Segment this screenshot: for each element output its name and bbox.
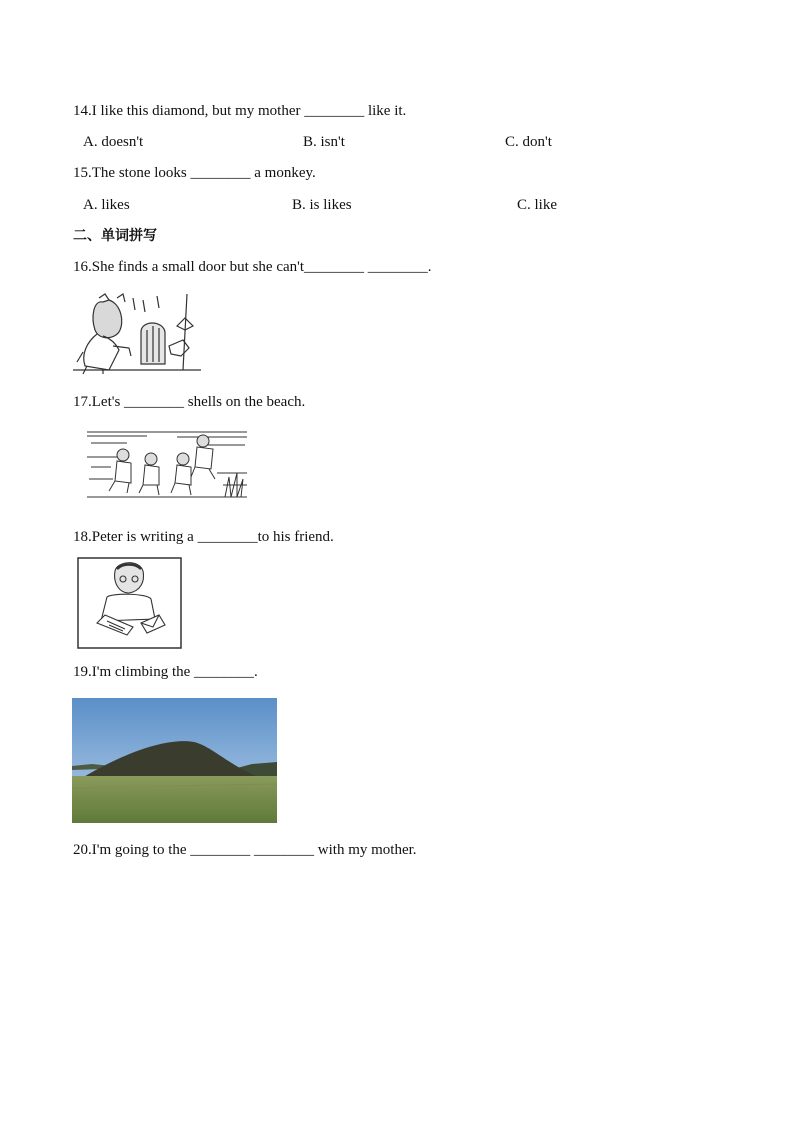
q14-option-b: B. isn't <box>303 134 345 150</box>
section-heading: 二、单词拼写 <box>73 228 157 244</box>
question-15: 15.The stone looks ________ a monkey. <box>73 165 316 181</box>
q14-option-c: C. don't <box>505 134 552 150</box>
q15-option-c: C. like <box>517 197 557 213</box>
question-16: 16.She finds a small door but she can't________ ________. <box>73 259 432 275</box>
question-19: 19.I'm climbing the ________. <box>73 664 258 680</box>
question-20: 20.I'm going to the ________ ________ with my mother. <box>73 842 417 858</box>
children-on-beach-illustration <box>87 427 247 499</box>
girl-at-small-door-illustration <box>73 290 203 375</box>
hill-photo <box>72 698 277 823</box>
question-18: 18.Peter is writing a ________to his friend. <box>73 529 334 545</box>
question-14: 14.I like this diamond, but my mother ________ like it. <box>73 103 407 119</box>
boy-writing-letter-illustration <box>77 557 182 649</box>
q15-option-b: B. is likes <box>292 197 352 213</box>
question-17: 17.Let's ________ shells on the beach. <box>73 394 306 410</box>
q14-option-a: A. doesn't <box>83 134 144 150</box>
q15-option-a: A. likes <box>83 197 130 213</box>
